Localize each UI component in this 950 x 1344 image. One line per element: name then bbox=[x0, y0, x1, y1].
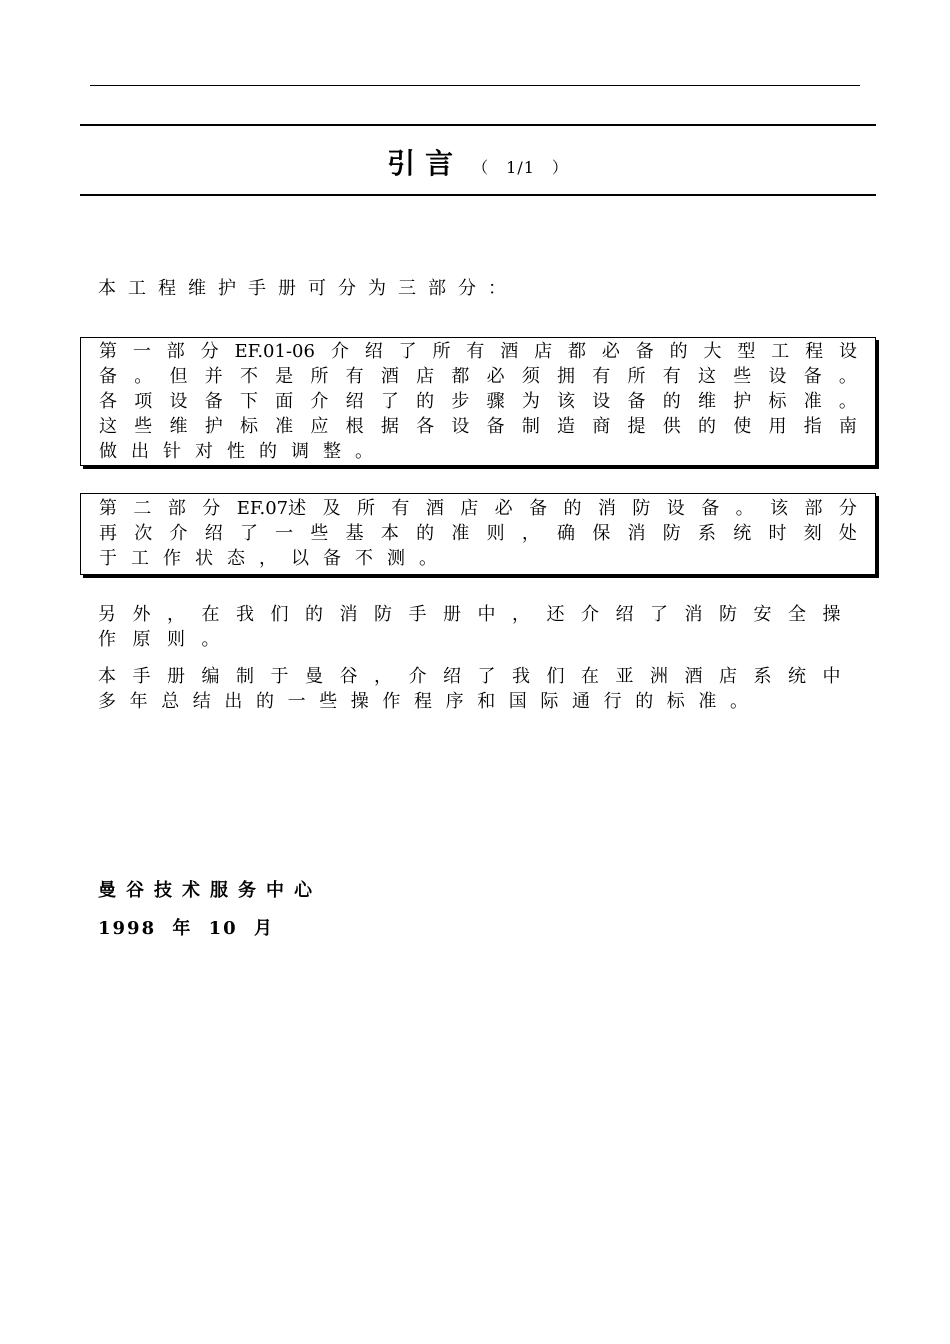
text-token: 有 bbox=[391, 498, 410, 519]
text-token: 备 bbox=[486, 416, 505, 437]
text-token: 这 bbox=[697, 366, 716, 387]
text-token: 介 bbox=[330, 341, 349, 362]
text-token: 及 bbox=[322, 498, 341, 519]
header-rule bbox=[90, 85, 860, 86]
text-token: 绍 bbox=[345, 391, 364, 412]
text-token: 防 bbox=[632, 498, 651, 519]
text-token: 工 bbox=[131, 548, 149, 569]
text-token: 供 bbox=[662, 416, 681, 437]
text-token: 系 bbox=[697, 523, 716, 544]
text-token: 备 bbox=[635, 341, 654, 362]
text-token: 有 bbox=[345, 366, 364, 387]
text-token: 骤 bbox=[486, 391, 505, 412]
text-token: 大 bbox=[703, 341, 722, 362]
text-token: 备 bbox=[99, 366, 117, 387]
text-token: 第 bbox=[99, 341, 117, 362]
bangkok-paragraph-line-1: 本手册编制于曼谷，介绍了我们在亚洲酒店系统中 bbox=[98, 666, 857, 687]
text-token: 店 bbox=[534, 341, 553, 362]
text-token: 绍 bbox=[204, 523, 223, 544]
text-token: 指 bbox=[803, 416, 822, 437]
text-token: 设 bbox=[666, 498, 685, 519]
text-token: 各 bbox=[99, 391, 117, 412]
text-token: 性 bbox=[227, 441, 245, 462]
page-title: 引言 bbox=[387, 147, 464, 180]
text-token: 制 bbox=[521, 416, 540, 437]
text-token: 。 bbox=[735, 498, 754, 519]
box1-line-2 bbox=[99, 364, 857, 389]
title-wrap bbox=[80, 142, 876, 182]
text-token: 些 bbox=[733, 366, 752, 387]
text-token: EF.07述 bbox=[236, 498, 307, 519]
text-token: 必 bbox=[494, 498, 513, 519]
title-band bbox=[80, 124, 876, 196]
text-token: 不 bbox=[239, 366, 258, 387]
text-token: 有 bbox=[592, 366, 611, 387]
text-token: 防 bbox=[662, 523, 681, 544]
text-token: 备 bbox=[701, 498, 720, 519]
text-token: 商 bbox=[592, 416, 611, 437]
text-token: 酒 bbox=[500, 341, 519, 362]
text-token: 拥 bbox=[557, 366, 576, 387]
text-token: 应 bbox=[310, 416, 329, 437]
section-box-part1 bbox=[80, 337, 876, 466]
text-token: 。 bbox=[838, 366, 857, 387]
text-token: 店 bbox=[416, 366, 435, 387]
text-token: 针 bbox=[163, 441, 181, 462]
text-token: ， bbox=[521, 523, 540, 544]
box2-line-2 bbox=[99, 521, 857, 546]
text-token: 维 bbox=[697, 391, 716, 412]
text-token: 统 bbox=[733, 523, 752, 544]
text-token: 保 bbox=[592, 523, 611, 544]
signature-org: 曼谷技术服务中心 bbox=[98, 880, 322, 901]
text-token: 则 bbox=[486, 523, 505, 544]
text-token: 了 bbox=[239, 523, 258, 544]
fire-paragraph-line-1: 另外，在我们的消防手册中，还介绍了消防安全操 bbox=[98, 604, 857, 625]
text-token: 确 bbox=[557, 523, 576, 544]
text-token: 须 bbox=[521, 366, 540, 387]
text-token: 面 bbox=[275, 391, 294, 412]
text-token: 步 bbox=[451, 391, 470, 412]
text-token: 用 bbox=[768, 416, 787, 437]
text-token: 消 bbox=[597, 498, 616, 519]
bangkok-paragraph-line-2: 多年总结出的一些操作程序和国际通行的标准。 bbox=[98, 691, 762, 712]
text-token: 所 bbox=[310, 366, 329, 387]
text-token: 工 bbox=[771, 341, 790, 362]
text-token: 准 bbox=[803, 391, 822, 412]
text-token: 准 bbox=[451, 523, 470, 544]
text-token: 项 bbox=[134, 391, 153, 412]
box2-line-1 bbox=[99, 496, 857, 521]
text-token: 一 bbox=[132, 341, 151, 362]
text-token: 本 bbox=[380, 523, 399, 544]
text-token: 有 bbox=[466, 341, 485, 362]
text-token: 都 bbox=[451, 366, 470, 387]
text-token: 一 bbox=[275, 523, 294, 544]
text-token: 设 bbox=[592, 391, 611, 412]
text-token: 处 bbox=[838, 523, 857, 544]
text-token: 有 bbox=[662, 366, 681, 387]
text-token: 的 bbox=[563, 498, 582, 519]
text-token: 刻 bbox=[803, 523, 822, 544]
text-token: 以 bbox=[291, 548, 309, 569]
text-token: 型 bbox=[737, 341, 756, 362]
text-token: 标 bbox=[239, 416, 258, 437]
text-token: 对 bbox=[195, 441, 213, 462]
text-token: 必 bbox=[486, 366, 505, 387]
text-token: 介 bbox=[310, 391, 329, 412]
text-token: 设 bbox=[838, 341, 857, 362]
text-token: 据 bbox=[380, 416, 399, 437]
intro-line: 本工程维护手册可分为三部分： bbox=[98, 278, 518, 299]
text-token: 酒 bbox=[425, 498, 444, 519]
text-token: 造 bbox=[557, 416, 576, 437]
text-token: ， bbox=[259, 548, 277, 569]
text-token: 备 bbox=[323, 548, 341, 569]
text-token: 二 bbox=[133, 498, 152, 519]
text-token: 都 bbox=[567, 341, 586, 362]
signature-date: 1998 年 10 月 bbox=[98, 918, 274, 939]
box1-line-4 bbox=[99, 414, 857, 439]
text-token: 不 bbox=[355, 548, 373, 569]
text-token: 了 bbox=[398, 341, 417, 362]
text-token: 些 bbox=[134, 416, 153, 437]
box1-line-1 bbox=[99, 339, 857, 364]
text-token: 并 bbox=[204, 366, 223, 387]
text-token: 的 bbox=[669, 341, 688, 362]
text-token: 提 bbox=[627, 416, 646, 437]
text-token: 备 bbox=[204, 391, 223, 412]
text-token: 的 bbox=[416, 391, 435, 412]
text-token: 基 bbox=[345, 523, 364, 544]
fire-paragraph-line-2: 作原则。 bbox=[98, 629, 236, 650]
page-indicator: （ 1/1 ） bbox=[472, 158, 569, 177]
text-token: 测 bbox=[387, 548, 405, 569]
text-token: 下 bbox=[239, 391, 258, 412]
text-token: 第 bbox=[99, 498, 117, 519]
text-token: 酒 bbox=[380, 366, 399, 387]
section-box-part2 bbox=[80, 493, 876, 575]
text-token: 所 bbox=[627, 366, 646, 387]
text-token: 介 bbox=[169, 523, 188, 544]
text-token: 各 bbox=[416, 416, 435, 437]
text-token: 些 bbox=[310, 523, 329, 544]
text-token: 的 bbox=[662, 391, 681, 412]
text-token: 出 bbox=[131, 441, 149, 462]
text-token: 为 bbox=[521, 391, 540, 412]
text-token: 设 bbox=[451, 416, 470, 437]
text-token: 使 bbox=[733, 416, 752, 437]
text-token: 店 bbox=[460, 498, 479, 519]
text-token: 这 bbox=[99, 416, 117, 437]
text-token: 调 bbox=[291, 441, 309, 462]
text-token: 做 bbox=[99, 441, 117, 462]
text-token: 护 bbox=[204, 416, 223, 437]
text-token: 护 bbox=[733, 391, 752, 412]
text-token: 设 bbox=[768, 366, 787, 387]
text-token: 了 bbox=[380, 391, 399, 412]
text-token: 南 bbox=[838, 416, 857, 437]
text-token: 部 bbox=[167, 498, 186, 519]
text-token: 。 bbox=[134, 366, 153, 387]
text-token: 所 bbox=[356, 498, 375, 519]
box1-line-3 bbox=[99, 389, 857, 414]
text-token: 作 bbox=[163, 548, 181, 569]
text-token: 。 bbox=[838, 391, 857, 412]
text-token: 的 bbox=[259, 441, 277, 462]
text-token: 该 bbox=[557, 391, 576, 412]
text-token: 维 bbox=[169, 416, 188, 437]
text-token: 绍 bbox=[364, 341, 383, 362]
text-token: 是 bbox=[275, 366, 294, 387]
text-token: 标 bbox=[768, 391, 787, 412]
text-token: 分 bbox=[202, 498, 221, 519]
text-token: 备 bbox=[627, 391, 646, 412]
text-token: 程 bbox=[805, 341, 824, 362]
text-token: EF.01-06 bbox=[234, 341, 315, 362]
text-token: 分 bbox=[838, 498, 857, 519]
box2-line-3 bbox=[99, 546, 857, 571]
text-token: 根 bbox=[345, 416, 364, 437]
text-token: 设 bbox=[169, 391, 188, 412]
text-token: 态 bbox=[227, 548, 245, 569]
text-token: 状 bbox=[195, 548, 213, 569]
text-token: 必 bbox=[601, 341, 620, 362]
box1-line-5 bbox=[99, 439, 857, 464]
text-token: 备 bbox=[803, 366, 822, 387]
text-token: 整 bbox=[323, 441, 341, 462]
text-token: 部 bbox=[804, 498, 823, 519]
text-token: 的 bbox=[416, 523, 435, 544]
text-token: 。 bbox=[355, 441, 373, 462]
text-token: 分 bbox=[200, 341, 219, 362]
text-token: 时 bbox=[768, 523, 787, 544]
text-token: 再 bbox=[99, 523, 117, 544]
text-token: 该 bbox=[770, 498, 789, 519]
text-token: 部 bbox=[166, 341, 185, 362]
text-token: 准 bbox=[275, 416, 294, 437]
text-token: 但 bbox=[169, 366, 188, 387]
text-token: 所 bbox=[432, 341, 451, 362]
text-token: 消 bbox=[627, 523, 646, 544]
text-token: 的 bbox=[697, 416, 716, 437]
text-token: 于 bbox=[99, 548, 117, 569]
text-token: 备 bbox=[529, 498, 548, 519]
text-token: 次 bbox=[134, 523, 153, 544]
text-token: 。 bbox=[419, 548, 437, 569]
